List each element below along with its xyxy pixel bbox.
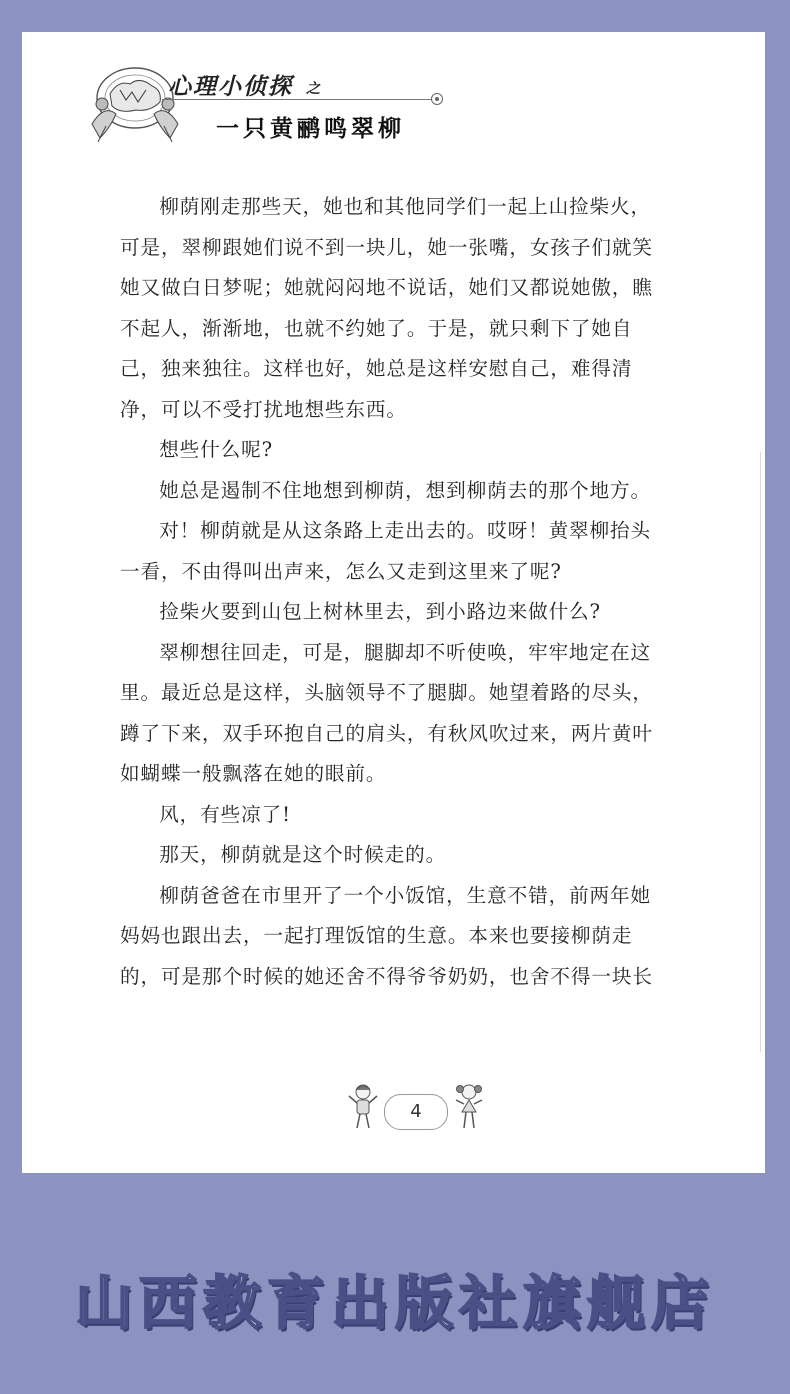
store-name-banner: 山西教育出版社旗舰店: [74, 1269, 715, 1337]
girl-cartoon-icon: [452, 1082, 486, 1134]
header-rule: [162, 99, 432, 100]
page-footer: [342, 1080, 492, 1140]
paragraph: 那天，柳荫就是这个时候走的。: [159, 843, 447, 866]
paragraph: 翠柳想往回走，可是，腿脚却不听使唤，牢牢地定在这 里。最近总是这样，头脑领导不了腿脚。她望着路的尽头， 蹲了下来，双手环抱自己的肩头，有秋风吹过来，两片黄叶 如蝴蝶一般飘落在她的眼前。: [120, 640, 653, 785]
paragraph: 想些什么呢?: [159, 438, 274, 461]
book-page: [22, 32, 765, 1173]
paragraph: 她总是遏制不住地想到柳荫，想到柳荫去的那个地方。: [159, 478, 652, 502]
page-edge-line: [760, 452, 761, 1052]
series-title: 心理小侦探: [168, 74, 293, 100]
paragraph: 风，有些凉了!: [159, 802, 291, 826]
paragraph: 对！柳荫就是从这条路上走出去的。哎呀！黄翠柳抬头 一看，不由得叫出声来，怎么又走到这里来了呢?: [120, 519, 652, 583]
book-title: 一只黄鹂鸣翠柳: [216, 116, 405, 142]
rule-circle-icon: [431, 93, 443, 105]
series-suffix: 之: [306, 81, 320, 97]
chapter-text: [120, 187, 692, 997]
page-header: [22, 32, 765, 152]
page-number: 4: [384, 1094, 448, 1130]
paragraph: 捡柴火要到山包上树林里去，到小路边来做什么?: [159, 600, 601, 623]
boy-cartoon-icon: [346, 1082, 380, 1134]
paragraph: 柳荫爸爸在市里开了一个小饭馆，生意不错，前两年她 妈妈也跟出去，一起打理饭馆的生意。本来也要接柳荫走 的，可是那个时候的她还舍不得爷爷奶奶，也舍不得一块长: [120, 883, 653, 988]
paragraph: 柳荫刚走那些天，她也和其他同学们一起上山捡柴火， 可是，翠柳跟她们说不到一块儿，她一张嘴，女孩子们就笑 她又做白日梦呢；她就闷闷地不说话，她们又都说她傲，瞧 不起人，渐渐地，也就不约她了。于是，就只剩下了她自 己，独来独往。这样也好，她总是这样安慰自己，难得清 净，可以不受打扰地想些东西。: [120, 195, 653, 421]
